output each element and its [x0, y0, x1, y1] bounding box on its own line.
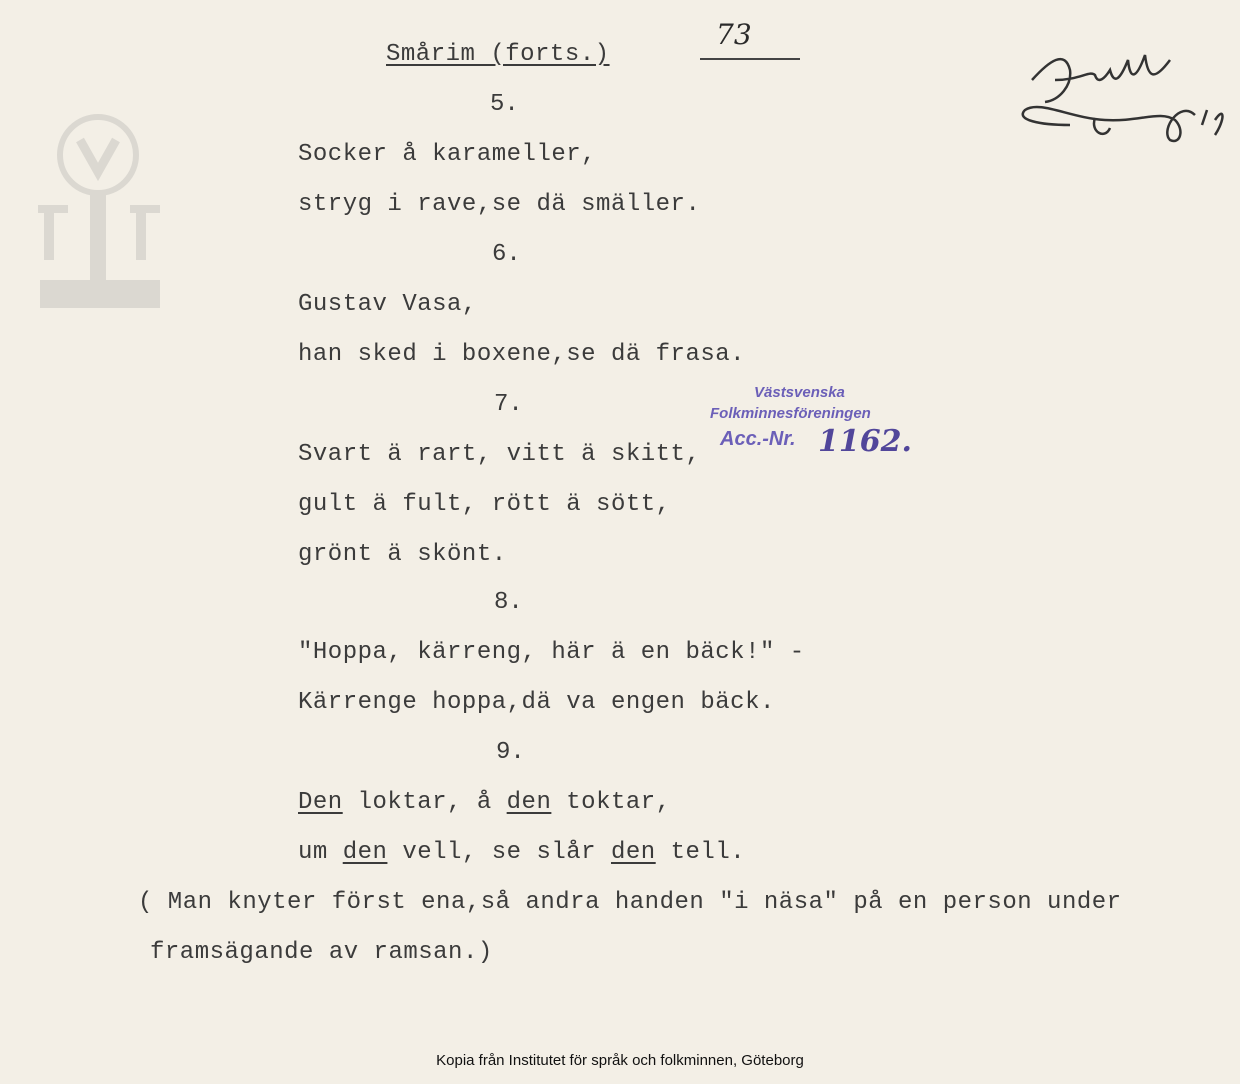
- verse-line: han sked i boxene,se dä frasa.: [298, 341, 746, 368]
- verse-line: Den loktar, å den toktar,: [298, 789, 671, 816]
- verse-line: "Hoppa, kärreng, här ä en bäck!" -: [298, 639, 805, 666]
- verse-line: Gustav Vasa,: [298, 291, 477, 318]
- stamp-acc-number: 1162.: [818, 424, 912, 459]
- verse-number: 6.: [492, 241, 521, 268]
- verse-line: Svart ä rart, vitt ä skitt,: [298, 441, 701, 468]
- handwritten-signature-icon: [1010, 40, 1230, 150]
- underlined-word: den: [610, 839, 656, 866]
- verse-number: 7.: [494, 391, 523, 418]
- verse-line: gult ä fult, rött ä sött,: [298, 491, 671, 518]
- note-line: ( Man knyter först ena,så andra handen "i näsa" på en person under: [138, 889, 1122, 916]
- underlined-word: Den: [298, 789, 343, 816]
- document-title: Smårim (forts.): [386, 41, 610, 68]
- underlined-word: den: [342, 839, 388, 866]
- underlined-word: den: [506, 789, 552, 816]
- stamp-acc-label: Acc.-Nr.: [720, 428, 796, 450]
- verse-line: stryg i rave,se dä smäller.: [298, 191, 701, 218]
- stamp-org-line1: Västsvenska: [754, 384, 845, 401]
- verse-line: Kärrenge hoppa,dä va engen bäck.: [298, 689, 775, 716]
- page-number-underline: [700, 58, 800, 60]
- verse-line: grönt ä skönt.: [298, 541, 507, 568]
- verse-number: 9.: [496, 739, 525, 766]
- verse-line: Socker å karameller,: [298, 141, 597, 168]
- verse-line: um den vell, se slår den tell.: [298, 839, 746, 866]
- stamp-org-line2: Folkminnesföreningen: [710, 405, 871, 422]
- page-number: 73: [716, 18, 752, 51]
- copy-footer: Kopia från Institutet för språk och folkminnen, Göteborg: [436, 1052, 804, 1069]
- verse-number: 8.: [494, 589, 523, 616]
- archive-logo-watermark-icon: [30, 110, 170, 320]
- note-line: framsägande av ramsan.): [150, 939, 493, 966]
- verse-number: 5.: [490, 91, 519, 118]
